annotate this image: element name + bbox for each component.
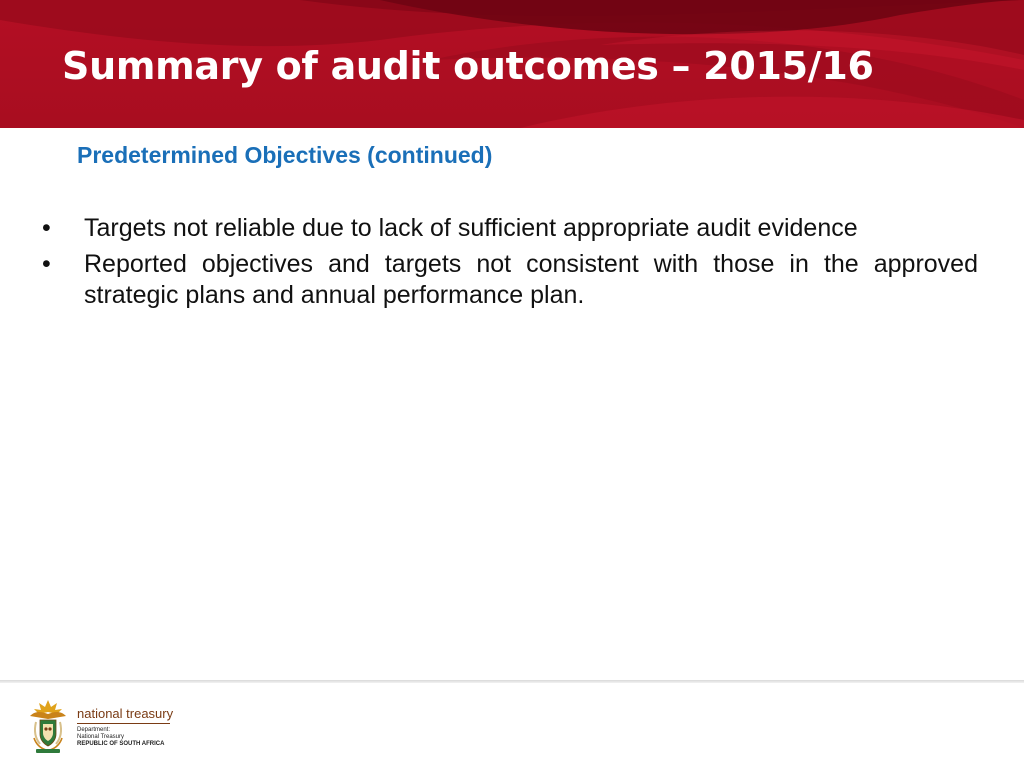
bullet-list [42, 213, 978, 316]
logo-department-name: National Treasury [77, 734, 125, 740]
bullet-item [42, 249, 978, 311]
logo-divider [77, 723, 170, 724]
logo-department-label: Department: [77, 727, 111, 733]
logo-country: REPUBLIC OF SOUTH AFRICA [77, 741, 165, 747]
coat-of-arms-icon [26, 698, 70, 754]
logo-wordmark [77, 707, 173, 748]
logo-name: national treasury [77, 706, 174, 721]
bullet-item [42, 213, 978, 244]
bullet-marker: • [42, 214, 51, 242]
bullet-marker: • [42, 250, 51, 278]
header-banner [0, 0, 1024, 128]
national-treasury-logo [26, 698, 196, 754]
section-subtitle: Predetermined Objectives (continued) [77, 142, 493, 168]
bullet-text: Reported objectives and targets not consistent with those in the approved strategic plans and annual performance plan. [84, 250, 978, 309]
bullet-text: Targets not reliable due to lack of sufficient appropriate audit evidence [84, 214, 858, 242]
slide-title: Summary of audit outcomes – 2015/16 [62, 44, 874, 88]
footer-divider [0, 680, 1024, 683]
